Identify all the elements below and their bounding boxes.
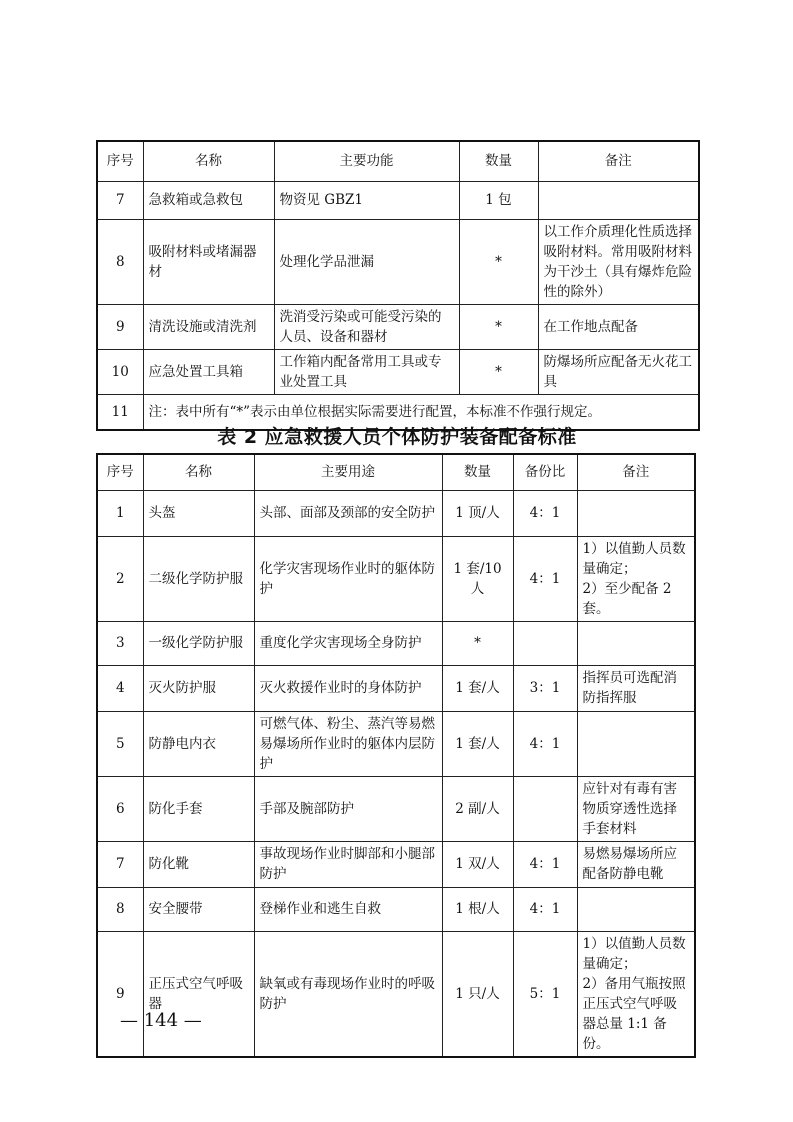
t2-cell-note: 易燃易爆场所应配备防静电靴: [577, 841, 695, 887]
table-1: [96, 140, 700, 431]
t2-cell-qty: 2 副/人: [442, 776, 513, 841]
t1-header-qty: 数量: [459, 141, 538, 181]
t2-cell-ratio: 4：1: [513, 887, 577, 931]
t2-cell-qty: 1 顶/人: [442, 490, 513, 536]
t2-cell-qty: 1 双/人: [442, 841, 513, 887]
t2-cell-name: 防静电内衣: [143, 711, 254, 776]
t2-cell-name: 二级化学防护服: [143, 536, 254, 621]
t1-cell-func: 处理化学品泄漏: [274, 219, 459, 304]
t1-footnote-no: 11: [97, 394, 143, 430]
t2-cell-no: 2: [97, 536, 143, 621]
t2-cell-qty: 1 根/人: [442, 887, 513, 931]
t2-cell-qty: *: [442, 621, 513, 665]
t2-cell-name: 防化手套: [143, 776, 254, 841]
t2-cell-name: 灭火防护服: [143, 665, 254, 711]
t1-cell-note: 在工作地点配备: [538, 304, 699, 349]
t1-cell-name: 应急处置工具箱: [143, 349, 274, 394]
t2-cell-use: 手部及腕部防护: [254, 776, 442, 841]
t2-cell-ratio: 3：1: [513, 665, 577, 711]
table-row: [97, 181, 699, 219]
t1-cell-func: 工作箱内配备常用工具或专业处置工具: [274, 349, 459, 394]
table-row: [97, 304, 699, 349]
t2-cell-use: 化学灾害现场作业时的躯体防护: [254, 536, 442, 621]
t2-cell-name: 防化靴: [143, 841, 254, 887]
t2-header-ratio: 备份比: [513, 454, 577, 490]
t1-cell-qty: *: [459, 219, 538, 304]
page-number: — 144 —: [120, 1010, 202, 1031]
t2-cell-note: [577, 621, 695, 665]
t1-cell-note: 防爆场所应配备无火花工具: [538, 349, 699, 394]
t1-cell-qty: *: [459, 304, 538, 349]
t2-cell-note: [577, 711, 695, 776]
t2-cell-qty: 1 只/人: [442, 931, 513, 1057]
t2-cell-name: 一级化学防护服: [143, 621, 254, 665]
t2-cell-ratio: 5：1: [513, 931, 577, 1057]
t1-footnote: 注：表中所有“*”表示由单位根据实际需要进行配置，本标准不作强行规定。: [143, 394, 699, 430]
t2-cell-qty: 1 套/人: [442, 665, 513, 711]
t1-cell-no: 7: [97, 181, 143, 219]
t2-cell-name: 头盔: [143, 490, 254, 536]
t2-cell-no: 7: [97, 841, 143, 887]
t2-cell-use: 头部、面部及颈部的安全防护: [254, 490, 442, 536]
t1-cell-name: 吸附材料或堵漏器材: [143, 219, 274, 304]
t2-cell-note: [577, 887, 695, 931]
table-row: [97, 536, 695, 621]
table-row: [97, 711, 695, 776]
t2-cell-use: 登梯作业和逃生自救: [254, 887, 442, 931]
t2-cell-note: 1）以值勤人员数量确定； 2）备用气瓶按照正压式空气呼吸器总量 1:1 备份。: [577, 931, 695, 1057]
t1-cell-qty: *: [459, 349, 538, 394]
t2-cell-use: 灭火救援作业时的身体防护: [254, 665, 442, 711]
t2-cell-no: 5: [97, 711, 143, 776]
t2-cell-ratio: 4：1: [513, 711, 577, 776]
t2-cell-qty: 1 套/10 人: [442, 536, 513, 621]
t1-cell-no: 10: [97, 349, 143, 394]
table-row: [97, 931, 695, 1057]
t2-cell-no: 8: [97, 887, 143, 931]
t2-header-no: 序号: [97, 454, 143, 490]
table-row: [97, 887, 695, 931]
t1-header-func: 主要功能: [274, 141, 459, 181]
t2-cell-ratio: [513, 776, 577, 841]
table-row: [97, 219, 699, 304]
t2-cell-no: 1: [97, 490, 143, 536]
table-row: [97, 776, 695, 841]
t2-cell-no: 3: [97, 621, 143, 665]
table-row: [97, 841, 695, 887]
t1-cell-note: [538, 181, 699, 219]
t1-header-name: 名称: [143, 141, 274, 181]
table-row: [97, 665, 695, 711]
t2-cell-note: 指挥员可选配消防指挥服: [577, 665, 695, 711]
table-row: [97, 349, 699, 394]
t2-cell-name: 正压式空气呼吸器: [143, 931, 254, 1057]
table-2: [96, 453, 696, 1058]
t2-cell-use: 可燃气体、粉尘、蒸汽等易燃易爆场所作业时的躯体内层防护: [254, 711, 442, 776]
t1-cell-qty: 1 包: [459, 181, 538, 219]
t2-cell-note: 1）以值勤人员数量确定； 2）至少配备 2 套。: [577, 536, 695, 621]
t2-cell-ratio: [513, 621, 577, 665]
t1-cell-func: 物资见 GBZ1: [274, 181, 459, 219]
table-row: [97, 490, 695, 536]
t2-cell-use: 事故现场作业时脚部和小腿部防护: [254, 841, 442, 887]
t2-cell-name: 安全腰带: [143, 887, 254, 931]
t1-cell-name: 急救箱或急救包: [143, 181, 274, 219]
table-2-title: 表 2 应急救援人员个体防护装备配备标准: [217, 426, 577, 448]
t1-cell-no: 8: [97, 219, 143, 304]
t2-cell-no: 9: [97, 931, 143, 1057]
t2-header-use: 主要用途: [254, 454, 442, 490]
t2-cell-ratio: 4：1: [513, 490, 577, 536]
t2-header-name: 名称: [143, 454, 254, 490]
t2-cell-no: 4: [97, 665, 143, 711]
t1-header-no: 序号: [97, 141, 143, 181]
t2-header-note: 备注: [577, 454, 695, 490]
t2-cell-use: 缺氧或有毒现场作业时的呼吸防护: [254, 931, 442, 1057]
t2-cell-qty: 1 套/人: [442, 711, 513, 776]
t1-cell-func: 洗消受污染或可能受污染的人员、设备和器材: [274, 304, 459, 349]
t1-header-note: 备注: [538, 141, 699, 181]
t2-cell-ratio: 4：1: [513, 536, 577, 621]
t2-cell-ratio: 4：1: [513, 841, 577, 887]
t2-cell-note: [577, 490, 695, 536]
t1-cell-name: 清洗设施或清洗剂: [143, 304, 274, 349]
t2-header-qty: 数量: [442, 454, 513, 490]
t2-cell-no: 6: [97, 776, 143, 841]
table-row: [97, 621, 695, 665]
t2-cell-note: 应针对有毒有害物质穿透性选择手套材料: [577, 776, 695, 841]
t2-cell-use: 重度化学灾害现场全身防护: [254, 621, 442, 665]
t1-cell-no: 9: [97, 304, 143, 349]
t1-cell-note: 以工作介质理化性质选择吸附材料。常用吸附材料为干沙土（具有爆炸危险性的除外）: [538, 219, 699, 304]
